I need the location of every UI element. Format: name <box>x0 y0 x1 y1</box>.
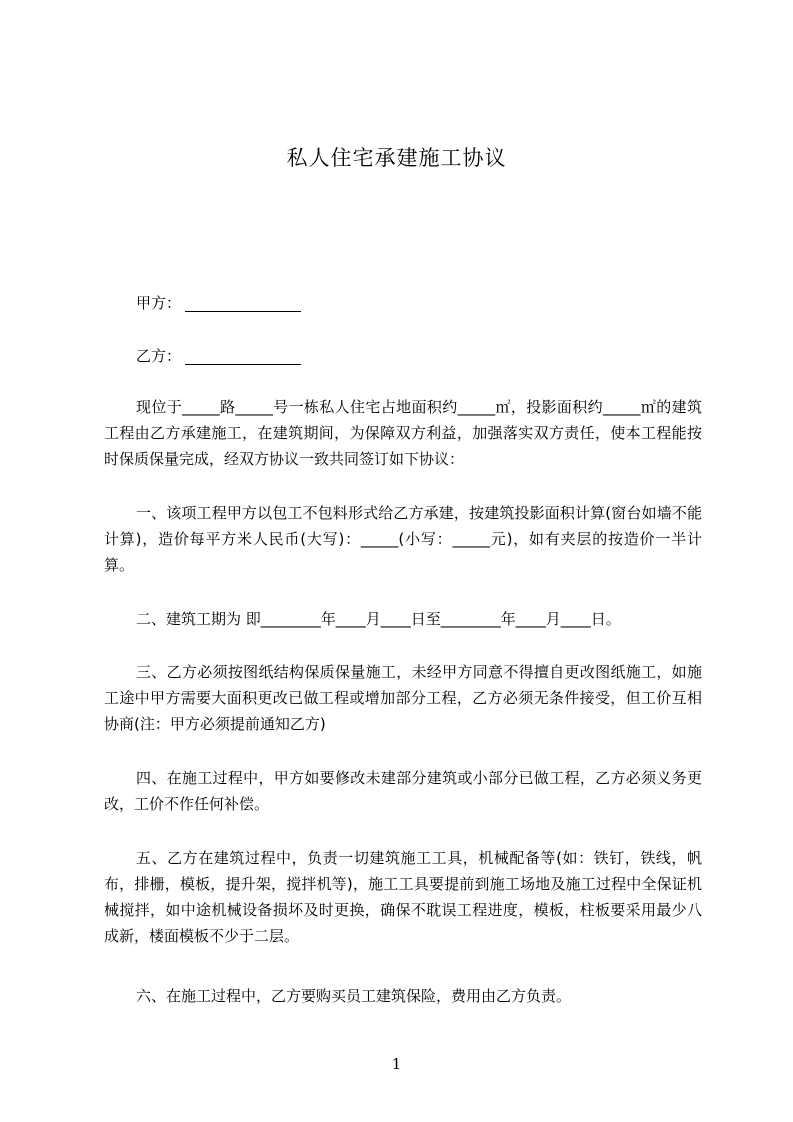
party-a-blank <box>185 297 301 312</box>
clause-1: 一、该项工程甲方以包工不包料形式给乙方承建，按建筑投影面积计算(窗台如墙不能计算)，造价每平方米人民币(大写)：_____(小写：_____元)，如有夹层的按造价一半计算。 <box>104 504 702 574</box>
party-a-line <box>136 294 301 312</box>
document-title: 私人住宅承建施工协议 <box>286 146 507 170</box>
clause-5: 五、乙方在建筑过程中，负责一切建筑施工工具，机械配备等(如：铁钉，铁线，帆布，排栅，模板，提升架，搅拌机等)，施工工具要提前到施工场地及施工过程中全保证机械搅拌，如中途机械设备损坏及时更换，确保不耽误工程进度，模板，柱板要采用最少八成新，楼面模板不少于二层。 <box>104 849 702 945</box>
party-b-blank <box>185 350 301 365</box>
clause-2: 二、建筑工期为 即________年____月____日至________年____月____日。 <box>136 610 621 628</box>
clause-4: 四、在施工过程中，甲方如要修改未建部分建筑或小部分已做工程，乙方必须义务更改，工价不作任何补偿。 <box>104 769 702 813</box>
page-number: 1 <box>391 1055 402 1073</box>
clause-3: 三、乙方必须按图纸结构保质保量施工，未经甲方同意不得擅自更改图纸施工，如施工途中甲方需要大面积更改已做工程或增加部分工程，乙方必须无条件接受，但工价互相协商(注：甲方必须提前通知乙方) <box>104 663 702 733</box>
intro-paragraph: 现位于_____路_____号一栋私人住宅占地面积约_____㎡，投影面积约_____㎡的建筑工程由乙方承建施工，在建筑期间，为保障双方利益，加强落实双方责任，使本工程能按时保质保量完成，经双方协议一致共同签订如下协议： <box>104 398 702 468</box>
party-a-label: 甲方： <box>136 294 182 312</box>
party-b-line <box>136 347 301 365</box>
clause-6: 六、在施工过程中，乙方要购买员工建筑保险，费用由乙方负责。 <box>136 987 572 1005</box>
party-b-label: 乙方： <box>136 347 182 365</box>
